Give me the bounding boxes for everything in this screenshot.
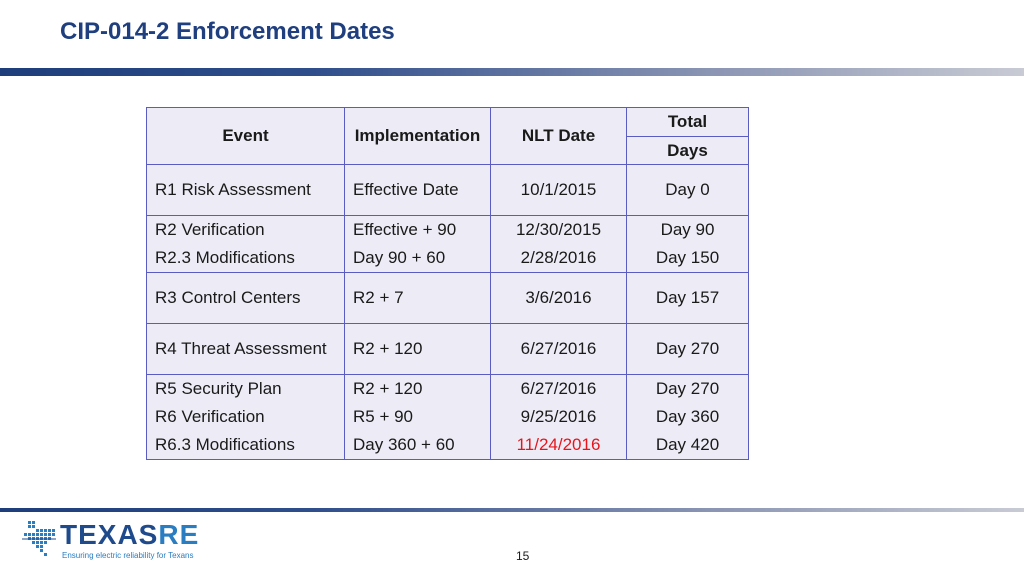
title-divider: [0, 68, 1024, 76]
cell-implementation: R2 + 7: [345, 273, 491, 324]
cell-implementation: R2 + 120: [345, 324, 491, 375]
footer-divider: [0, 508, 1024, 512]
table-row: [147, 375, 749, 404]
cell-event: R2 Verification: [147, 216, 345, 245]
cell-event: R6 Verification: [147, 403, 345, 431]
cell-implementation: Effective Date: [345, 165, 491, 216]
cell-total-days: Day 0: [627, 165, 749, 216]
cell-implementation: R2 + 120: [345, 375, 491, 404]
cell-nlt-date: 6/27/2016: [491, 375, 627, 404]
header-event: Event: [147, 108, 345, 165]
cell-event: R2.3 Modifications: [147, 244, 345, 273]
table-row: [147, 273, 749, 324]
table-row: [147, 216, 749, 245]
page-number: 15: [516, 549, 530, 563]
cell-event: R6.3 Modifications: [147, 431, 345, 460]
cell-nlt-date: 10/1/2015: [491, 165, 627, 216]
logo-tagline: Ensuring electric reliability for Texans: [62, 551, 194, 560]
header-nlt-date: NLT Date: [491, 108, 627, 165]
cell-total-days: Day 270: [627, 324, 749, 375]
cell-event: R5 Security Plan: [147, 375, 345, 404]
table-row: [147, 431, 749, 460]
cell-nlt-date-highlighted: 11/24/2016: [491, 431, 627, 460]
cell-nlt-date: 2/28/2016: [491, 244, 627, 273]
cell-total-days: Day 360: [627, 403, 749, 431]
cell-nlt-date: 3/6/2016: [491, 273, 627, 324]
cell-event: R1 Risk Assessment: [147, 165, 345, 216]
table-row: [147, 324, 749, 375]
cell-event: R4 Threat Assessment: [147, 324, 345, 375]
table-row: [147, 165, 749, 216]
cell-nlt-date: 9/25/2016: [491, 403, 627, 431]
cell-nlt-date: 12/30/2015: [491, 216, 627, 245]
cell-nlt-date: 6/27/2016: [491, 324, 627, 375]
enforcement-dates-table: [146, 107, 749, 460]
cell-implementation: R5 + 90: [345, 403, 491, 431]
slide-title: CIP-014-2 Enforcement Dates: [60, 18, 395, 45]
table-header-row: [147, 108, 749, 137]
cell-total-days: Day 420: [627, 431, 749, 460]
logo-texas-text: TEXAS: [60, 519, 159, 550]
cell-implementation: Effective + 90: [345, 216, 491, 245]
table-row: [147, 244, 749, 273]
cell-total-days: Day 157: [627, 273, 749, 324]
cell-event: R3 Control Centers: [147, 273, 345, 324]
cell-total-days: Day 150: [627, 244, 749, 273]
header-implementation: Implementation: [345, 108, 491, 165]
cell-implementation: Day 90 + 60: [345, 244, 491, 273]
header-days: Days: [627, 137, 749, 165]
cell-total-days: Day 90: [627, 216, 749, 245]
texas-re-logo: [22, 519, 212, 565]
cell-total-days: Day 270: [627, 375, 749, 404]
logo-re-text: RE: [158, 519, 200, 550]
cell-implementation: Day 360 + 60: [345, 431, 491, 460]
logo-wordmark: [60, 519, 199, 551]
table-row: [147, 403, 749, 431]
texas-map-icon: [22, 519, 62, 565]
header-total: Total: [627, 108, 749, 137]
